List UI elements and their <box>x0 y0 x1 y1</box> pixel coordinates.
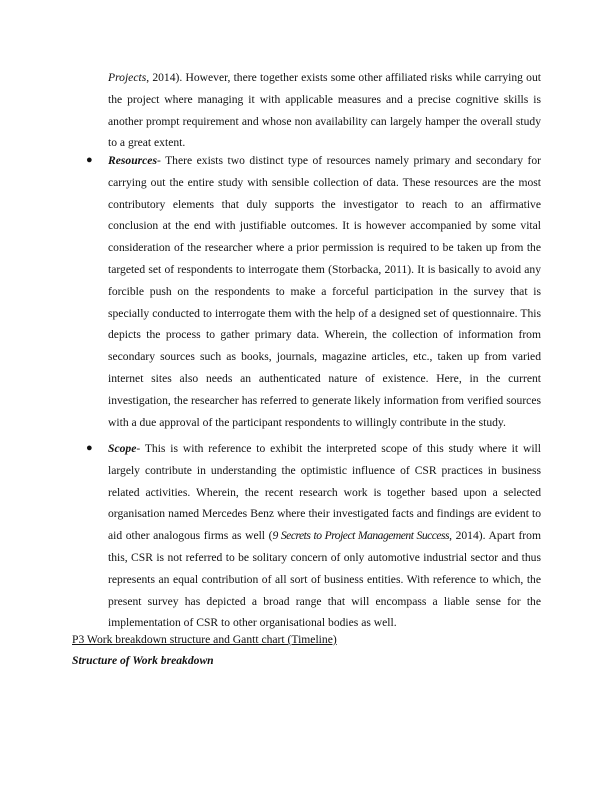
bullet-term: Scope <box>108 442 137 455</box>
citation: 9 Secrets to Project Management Success <box>272 529 450 543</box>
paragraph-text: , 2014). However, there together exists some other affiliated risks while carrying out the project where managing it with applicable measures and a precise cognitive skills is another prompt requirement and whose non availability can largely hamper the overall study to a great extent. <box>108 71 541 150</box>
bullet-icon: ● <box>86 442 93 454</box>
subsection-heading: Structure of Work breakdown <box>72 654 214 667</box>
bullet-term: Resources <box>108 154 157 167</box>
citation: Projects <box>108 71 147 84</box>
paragraph-continuation <box>108 67 541 154</box>
section-heading-p3: P3 Work breakdown structure and Gantt chart (Timeline) <box>72 633 337 646</box>
list-item-scope <box>86 438 541 634</box>
bullet-icon: ● <box>86 154 93 166</box>
bullet-text: - This is with reference to exhibit the interpreted scope of this study where it will largely contribute in understanding the optimistic influence of CSR practices in business related activities. Wherein, the recent research work is together based upon a selected organisation named Mercedes Benz where their investigated facts and findings are evident to aid other analogous firms as well ( <box>108 442 541 543</box>
list-item-resources <box>86 150 541 433</box>
bullet-text: - There exists two distinct type of resources namely primary and secondary for carrying out the entire study with sensible collection of data. These resources are the most contributory elements that duly supports the investigator to reach to an affirmative conclusion at the end with justifiable outcomes. It is however accompanied by some vital consideration of the researcher where a prior permission is required to be taken up from the targeted set of respondents to interrogate them (Storbacka, 2011). It is basically to avoid any forcible push on the respondents to make a forceful participation in the survey that is specially conducted to interrogate them with the help of a designed set of questionnaire. This depicts the process to gather primary data. Wherein, the collection of information from secondary sources such as books, journals, magazine articles, etc., taken up from varied internet sites also needs an authenticated nature of existence. Here, in the current investigation, the researcher has referred to generate likely information from verified sources with a due approval of the participant respondents to willingly contribute in the study. <box>108 154 541 429</box>
bullet-text: , 2014). Apart from this, CSR is not referred to be solitary concern of only automotive industrial sector and thus represents an equal contribution of all sort of business entities. With reference to which, the present survey has depicted a broad range that will encompass a liable sense for the implementation of CSR to other organisational bodies as well. <box>108 529 541 630</box>
